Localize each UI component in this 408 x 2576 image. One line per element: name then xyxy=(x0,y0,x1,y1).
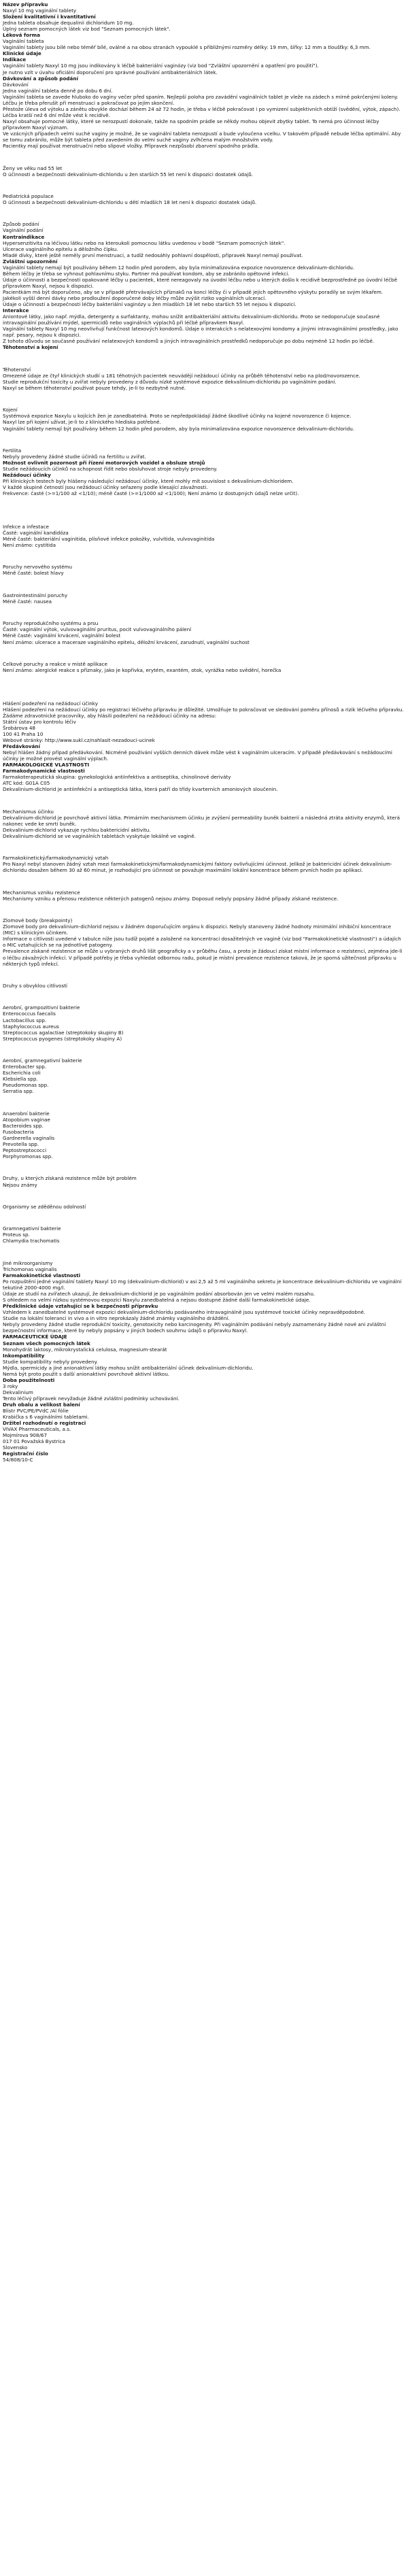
section-heading: Farmakokinetické vlastnosti xyxy=(3,1272,81,1278)
text-line: Farmakokinetický/farmakodynamický vztah xyxy=(3,855,109,862)
text-line: Není známo: ulcerace a maceraze vaginálního epitelu, děložní krvácení, zarudnutí, vaginální suchost xyxy=(3,639,250,645)
text-line: Z tohoto důvodu se současné používání nelatexových kondomů a jiných intravaginálních prostředků nedoporučuje po dobu nejméně 12 hodin po léčbě. xyxy=(3,338,375,345)
text-line: Mladé dívky, které ještě neměly první menstruaci, a tudíž nedosáhly pohlavní dospělosti, přípravek Naxyl nemají používat. xyxy=(3,252,303,258)
blank-line xyxy=(3,879,405,885)
text-line: Poruchy nervového systému xyxy=(3,564,73,571)
text-line: Druhy s obvyklou citlivostí xyxy=(3,983,68,989)
text-line: Lactobacillus spp. xyxy=(3,1017,47,1023)
text-line: Naxyl 10 mg vaginální tablety xyxy=(3,7,77,14)
text-line: Údaje ze studií na zvířatech ukazují, že dekvalinium-dichlorid je po vaginálním podání absorbován jen ve velmi malém rozsahu. xyxy=(3,1291,316,1298)
text-line: Studie kompatibility nebyly provedeny. xyxy=(3,1358,99,1365)
section-heading: Předklinické údaje vztahující se k bezpečnosti přípravku xyxy=(3,1303,158,1310)
blank-line xyxy=(3,356,405,362)
section-heading: Indikace xyxy=(3,56,27,63)
text-line: Vzhledem k zanedbatelné systémové expozici dekvalinium-dichloridu podávaného intravaginálně jsou systémové toxické účinky nepravděpodobné. xyxy=(3,1309,366,1316)
text-line: Hlášení podezření na nežádoucí účinky xyxy=(3,700,98,707)
section-heading: FARMACEUTICKÉ ÚDAJE xyxy=(3,1334,67,1340)
text-line: Chlamydia trachomatis xyxy=(3,1238,60,1244)
text-line: S ohledem na velmi nízkou systémovou expozici Naxylu zanedbatelná a nejsou dostupné žádné další farmakokinetické údaje. xyxy=(3,1297,311,1304)
blank-line xyxy=(3,1164,405,1170)
text-line: Dekvalinium-dichlorid je antiinfekční a antiseptická látka, která patří do třídy kvarterních amoniových sloučenin. xyxy=(3,786,278,793)
text-line: Jiné mikroorganismy xyxy=(3,1259,53,1266)
text-line: Údaje o účinnosti a bezpečnosti opakované léčby u pacientek, které nereagovaly na úvodní léčbu nebo u kterých došlo k recidivě bezprostředně po úvodní léčbě přípravkem Naxyl, nejsou k dispozici. xyxy=(3,276,398,289)
section-heading: Dávkování a způsob podání xyxy=(3,75,78,82)
text-line: O účinnosti a bezpečnosti dekvalinium-dichloridu u žen starších 55 let není k dispozici dostatek údajů. xyxy=(3,171,254,177)
text-line: Kojení xyxy=(3,407,18,413)
text-line: Méně časté: bakteriální vaginitida, plísňové infekce pokožky, vulvitida, vulvovaginitida xyxy=(3,535,215,542)
text-line: Naxyl se během těhotenství používat pouze tehdy, je-li to nezbytně nutné. xyxy=(3,384,186,391)
text-line: Státní ústav pro kontrolu léčiv xyxy=(3,718,76,725)
text-line: Po rozpuštění jedné vaginální tablety Naxyl 10 mg (dekvalinium-dichlorid) v asi 2,5 až 5 ml vaginálního sekretu je koncentrace dekvalinium-dichloridu ve vaginální tekutině 2000-4000 mg/l. xyxy=(3,1278,402,1291)
text-line: Vaginální tablety Naxyl 10 mg neovlivňují funkčnost latexových kondomů. Údaje o interakcích s nelatexovými kondomy a jinými intravaginálními prostředky, jako např. pesary, nejsou k dispozici. xyxy=(3,326,398,339)
text-line: Hlášení podezření na nežádoucí účinky po registraci léčivého přípravku je důležité. Umožňuje to pokračovat ve sledování poměru přínosů a rizik léčivého přípravku. Žádáme zdravotnické pracovníky, aby hlásili podezření na nežádoucí účinky na adresu: xyxy=(3,706,404,719)
text-line: Informace o citlivosti uvedené v tabulce níže jsou tudíž pojaté a založené na koncentraci dosažitelných ve vagině (viz bod "Farmakokinetické vlastnosti") a údajích o MIC vztahujících se na jednotlivé patogeny. xyxy=(3,936,401,949)
text-line: Mojmírova 908/67 xyxy=(3,1432,48,1439)
text-line: Anaerobní bakterie xyxy=(3,1110,50,1117)
text-line: Enterococcus faecalis xyxy=(3,1011,56,1017)
text-line: Je nutno vzít v úvahu oficiální doporučení pro správné používání antibakteriálních látek. xyxy=(3,69,218,75)
text-line: Dekvalinium-dichlorid je povrchově aktivní látka. Primárním mechanismem účinku je zvýšení permeability buněk bakterií a následná ztráta aktivity enzymů, která nakonec vede ke smrti buněk. xyxy=(3,814,401,827)
text-line: 54/808/10-C xyxy=(3,1457,33,1463)
text-line: Vaginální tablety nemají být používány během 12 hodin před porodem, aby byla minimalizována expozice novorozence dekvalinium-dichloridu. xyxy=(3,264,355,271)
text-line: Fusobacteria xyxy=(3,1128,34,1135)
text-line: Vaginální tableta xyxy=(3,38,44,45)
text-line: Zlomové body (breakpointy) xyxy=(3,917,73,924)
text-line: Ženy ve věku nad 55 let xyxy=(3,165,63,171)
text-line: Gramnegativní bakterie xyxy=(3,1225,61,1232)
text-line: Omezené údaje ze čtyř klinických studií u 181 těhotných pacientek neuvádějí nežádoucí účinky na průběh těhotenství nebo na plod/novorozence. xyxy=(3,372,360,379)
text-line: ATC kód: G01A C05 xyxy=(3,780,50,787)
text-line: Dávkování xyxy=(3,81,29,88)
text-line: V každé skupině četností jsou nežádoucí účinky seřazeny podle klesající závažnosti. xyxy=(3,484,208,491)
text-line: Aerobní, gramnegativní bakterie xyxy=(3,1057,82,1064)
section-heading: Předávkování xyxy=(3,743,41,749)
blank-line xyxy=(3,1249,405,1255)
section-heading: Možnost ovlivnit pozornost při řízení motorových vozidel a obsluze strojů xyxy=(3,460,205,467)
section-heading: Těhotenství a kojení xyxy=(3,344,58,351)
text-line: Přestože úleva od výtoku a zánětu obvykle dochází během 24 až 72 hodin, je třeba v léčbě pokračovat i po vymizení subjektivních obtíží (svědění, výtok, zápach). Léčba kratší než 6 dní může vést k recidivě. xyxy=(3,105,401,118)
text-line: Krabička s 6 vaginálními tabletami. xyxy=(3,1414,89,1421)
section-heading: Klinické údaje xyxy=(3,50,41,57)
text-line: Vaginální podání xyxy=(3,227,44,234)
text-line: Mechanismy vzniku a přenosu rezistence některých patogenů nejsou známy. Doposud nebyly popsány žádné případy získané rezistence. xyxy=(3,895,339,902)
text-line: Časté: vaginální výtok, vulvovaginální pruritus, pocit vulvovaginálního pálení xyxy=(3,626,192,633)
text-line: Nebyly provedeny žádné studie reprodukční toxicity, genotoxicity nebo karcinogenity. Při vaginálním podávání nebyly zaznamenány žádné nové ani zvláštní bezpečnostní informace, které by nebyly popsány v jiných bodech souhrnu údajů o přípravku Naxyl. xyxy=(3,1321,386,1334)
text-line: Enterobacter spp. xyxy=(3,1064,47,1070)
blank-line xyxy=(3,689,405,695)
blank-line xyxy=(3,844,405,850)
blank-line xyxy=(3,581,405,588)
text-line: Pacientkám má být doporučeno, aby se v případě přetrvávajících příznaků na konci léčby či v případě jejich opětovného výskytu poradily se svým lékařem. xyxy=(3,288,384,295)
section-heading: Interakce xyxy=(3,307,29,314)
text-line: Gastrointestinální poruchy xyxy=(3,592,68,598)
text-line: Údaje o účinnosti a bezpečnosti léčby bakteriální vaginózy u žen mladších 18 let nebo starších 55 let nejsou k dispozici. xyxy=(3,301,296,308)
text-line: Blistr PVC/PE/PVdC /Al fólie xyxy=(3,1408,69,1414)
section-heading: Léková forma xyxy=(3,32,40,39)
text-line: Dekvalinium-dichlorid vykazuje rychlou baktericidní aktivitu. xyxy=(3,826,151,833)
section-heading: Kontraindikace xyxy=(3,233,45,240)
blank-line xyxy=(3,210,405,216)
section-heading: Doba použitelnosti xyxy=(3,1376,55,1383)
text-line: O účinnosti a bezpečnosti dekvalinium-dichloridu u dětí mladších 18 let není k dispozici dostatek údajů. xyxy=(3,199,257,206)
text-line: Serratia spp. xyxy=(3,1088,34,1095)
text-line: Ulcerace vaginálního epitelu a děložního čípku. xyxy=(3,245,118,252)
text-line: Naxyl obsahuje pomocné látky, které se nerozpustí dokonale, takže na spodním prádle se někdy mohou objevit zbytky tablet. To nemá pro účinnost léčby přípravkem Naxyl význam. xyxy=(3,118,379,131)
text-line: Staphylococcus aureus xyxy=(3,1023,59,1030)
blank-line xyxy=(3,437,405,443)
text-line: Léčbu je třeba přerušit při menstruaci a pokračovat po jejím skončení. xyxy=(3,99,175,106)
text-line: Proteus sp. xyxy=(3,1232,30,1238)
text-line: Druhy, u kterých získaná rezistence může být problém xyxy=(3,1175,137,1182)
text-line: Pacientky mají používat menstruační nebo slipové vložky. Přípravek nezpůsobí zbarvení spodního prádla. xyxy=(3,143,260,150)
text-line: Escherichia coli xyxy=(3,1070,41,1077)
blank-line xyxy=(3,650,405,656)
text-line: Monohydrát laktosy, mikrokrystalická celulosa, magnesium-stearát xyxy=(3,1346,167,1353)
text-line: Ve vzácných případech velmi suché vaginy je možné, že se vaginální tableta nerozpustí a bude vyloučena vcelku. V takovém případě nebude léčba optimální. Aby se tomu zabránilo, může být tableta před zavedením do velmi suché vaginy zvlhčena malým množstvím vody. xyxy=(3,130,401,143)
text-line: Nebyly provedeny žádné studie účinků na fertilitu u zvířat. xyxy=(3,453,146,460)
section-heading: Druh obalu a velikost balení xyxy=(3,1401,80,1408)
blank-line xyxy=(3,972,405,978)
text-line: Nejsou známy xyxy=(3,1181,37,1188)
section-heading: FARMAKOLOGICKÉ VLASTNOSTI xyxy=(3,762,90,768)
text-line: Způsob podání xyxy=(3,221,39,228)
blank-line xyxy=(3,182,405,188)
blank-line xyxy=(3,396,405,402)
text-line: 100 41 Praha 10 xyxy=(3,730,44,737)
text-line: Infekce a infestace xyxy=(3,523,49,530)
blank-line xyxy=(3,797,405,803)
text-line: Tento léčivý přípravek nevyžaduje žádné zvláštní podmínky uchovávání. xyxy=(3,1395,180,1402)
text-line: Naxyl lze při kojení užívat, je-li to z klinického hlediska potřebné. xyxy=(3,419,161,426)
text-line: Farmakoterapeutická skupina: gynekologická antiinfektiva a antiseptika, chinolinové deriváty xyxy=(3,774,231,781)
blank-line xyxy=(3,513,405,519)
text-line: Jakékoli vyšší denní dávky nebo prodloužení doporučené doby léčby může zvýšit riziko vaginálních ulcerací. xyxy=(3,295,267,301)
text-line: Vaginální tablety nemají být používány během 12 hodin před porodem, aby byla minimalizována expozice novorozence dekvalinium-dichloridu. xyxy=(3,425,355,432)
text-line: Vaginální tablety jsou bílé nebo téměř bílé, oválné a na obou stranách vypouklé s přibližnými rozměry délky: 19 mm, šířky: 12 mm a tloušťky: 6,3 mm. xyxy=(3,44,371,51)
text-line: Frekvence: časté (>=1/100 až <1/10); méně časté (>=1/1000 až <1/100); Není známo (z dostupných údajů nelze určit). xyxy=(3,490,299,497)
text-line: Webové stránky: http://www.sukl.cz/nahlasit-nezadouci-ucinek xyxy=(3,736,155,743)
text-line: Streptococcus agalactiae (streptokoky skupiny B) xyxy=(3,1029,124,1036)
text-line: Hypersenzitivita na léčivou látku nebo na kteroukoli pomocnou látku uvedenou v bodě "Seznam pomocných látek". xyxy=(3,239,286,246)
text-line: Aerobní, grampozitivní bakterie xyxy=(3,1004,80,1011)
text-line: 017 01 Považská Bystrica xyxy=(3,1438,65,1445)
blank-line xyxy=(3,1215,405,1221)
text-line: Vaginální tableta se zavede hluboko do vaginy večer před spaním. Nejlepší poloha pro zavádění vaginálních tablet je vleže na zádech s mírně pokrčenými koleny. xyxy=(3,93,398,100)
text-line: Poruchy reprodukčního systému a prsu xyxy=(3,620,99,627)
text-line: Studie nežádoucích účinků na schopnost řídit nebo obsluhovat stroje nebyly provedeny. xyxy=(3,466,218,473)
text-line: Gardnerella vaginalis xyxy=(3,1134,55,1141)
text-line: Jedna tableta obsahuje dequalinii dichloridum 10 mg. xyxy=(3,20,134,27)
blank-line xyxy=(3,678,405,684)
text-line: Prevalence získané rezistence se může u vybraných druhů lišit geograficky a v průběhu času, a proto je žádoucí získat místní informace o rezistenci, zejména jde-li o léčbu závažných infekcí. V případě potřeby je třeba vyhledat odbornou radu, pokud je místní prevalence rezistence taková, že je sporná užitečnost přípravku u některých typů infekcí. xyxy=(3,948,403,967)
text-line: Během léčby je třeba se vyhnout pohlavnímu styku. Partner má používat kondom, aby se zabránilo opětovné infekci. xyxy=(3,270,290,277)
text-line: Méně časté: bolest hlavy xyxy=(3,570,64,577)
text-line: Zlomové body pro dekvalinium-dichlorid nejsou v žádném doporučujícím orgánu k dispozici. Nebyly stanoveny žádné hodnoty minimální inhibiční koncentrace (MIC) s klinickým účinkem. xyxy=(3,923,392,936)
text-line: Fertilita xyxy=(3,447,22,454)
text-line: Méně časté: vaginální krvácení, vaginální bolest xyxy=(3,632,121,639)
text-line: VIVAX Pharmaceuticals, a.s. xyxy=(3,1426,71,1433)
blank-line xyxy=(3,1100,405,1106)
section-heading: Nežádoucí účinky xyxy=(3,472,51,479)
text-line: Trichomonas vaginalis xyxy=(3,1266,57,1272)
text-line: Mýdla, spermicidy a jiné anionaktivní látky mohou snížit antibakteriální účinek dekvalinium-dichloridu. xyxy=(3,1364,254,1371)
text-line: Celkové poruchy a reakce v místě aplikace xyxy=(3,660,107,667)
section-heading: Složení kvalitativní i kvantitativní xyxy=(3,14,96,20)
text-line: Úplný seznam pomocných látek viz bod "Seznam pomocných látek". xyxy=(3,26,171,33)
text-line: Systémová expozice Naxylu u kojících žen je zanedbatelná. Proto se nepředpokládají žádné škodlivé účinky na kojené novorozence či kojence. xyxy=(3,413,352,420)
section-heading: Držitel rozhodnutí o registraci xyxy=(3,1420,86,1427)
blank-line xyxy=(3,154,405,160)
text-line: Nemá být proto použit s další anionaktivní povrchově aktivní látkou. xyxy=(3,1370,170,1377)
blank-line xyxy=(3,609,405,615)
text-line: Organismy se zděděnou odolností xyxy=(3,1203,86,1210)
text-line: Pro Naxyl nebyl stanoven žádný vztah mezi farmakokinetickými/farmakodynamickými faktory ovlivňujícími účinnost. Jelikož je baktericidní účinek dekvalinium-dichloridu dosažen během 30 až 60 minut, je rozhodující pro účinnost se považuje maximální lokální koncentrace během prvních hodin po aplikaci. xyxy=(3,861,392,874)
blank-line xyxy=(3,1047,405,1053)
section-heading: Farmakodynamické vlastnosti xyxy=(3,768,85,775)
section-heading: Seznam všech pomocných látek xyxy=(3,1340,90,1346)
text-line: Těhotenství xyxy=(3,366,31,373)
text-line: Mechanismus účinku xyxy=(3,808,54,815)
section-heading: Inkompatibility xyxy=(3,1352,45,1359)
text-line: Studie reprodukční toxicity u zvířat nebyly provedeny z důvodu nízké systémové expozice dekvalinium-dichloridu po vaginálním podání. xyxy=(3,378,337,385)
text-line: Není známo: alergické reakce s příznaky, jako je kopřivka, erytém, exantém, otok, vyrážka nebo svědění, horečka xyxy=(3,666,282,673)
text-line: Studie na lokální toleranci in vivo a in vitro neprokázaly žádné známky vaginálního dráždění. xyxy=(3,1315,230,1322)
text-line: Atopobium vaginae xyxy=(3,1116,50,1123)
text-line: Vaginální tablety Naxyl 10 mg jsou indikovány k léčbě bakteriální vaginózy (viz bod "Zvláštní upozornění a opatření pro použití"). xyxy=(3,63,319,69)
text-line: Aniontové látky, jako např. mýdla, detergenty a surfaktanty, mohou snížit antibakteriální aktivitu dekvalinium-dichloridu. Proto se nedoporučuje současné intravaginální používání mýdel, spermicidů nebo vaginálních výplachů při léčbě přípravkem Naxyl. xyxy=(3,313,380,326)
section-heading: Registrační číslo xyxy=(3,1451,48,1457)
section-heading: Zvláštní upozornění xyxy=(3,258,58,265)
text-line: Peptostreptococci xyxy=(3,1147,47,1154)
blank-line xyxy=(3,1193,405,1199)
text-line: Porphyromonas spp. xyxy=(3,1153,53,1160)
blank-line xyxy=(3,501,405,507)
blank-line xyxy=(3,994,405,1000)
blank-line xyxy=(3,906,405,913)
text-line: Dekvalinium xyxy=(3,1389,33,1395)
text-line: Mechanismus vzniku rezistence xyxy=(3,889,80,896)
text-line: Bacteroides spp. xyxy=(3,1122,44,1129)
text-line: Jedna vaginální tableta denně po dobu 6 dní. xyxy=(3,87,113,94)
text-line: Streptococcus pyogenes (streptokoky skupiny A) xyxy=(3,1035,122,1042)
text-line: Nebyl hlášen žádný případ předávkování. Nicméně používání vyšších denních dávek může vést k vaginálním ulceracím. V případě předávkování s nežádoucími účinky je možné provést vaginální výplach. xyxy=(3,749,392,762)
text-line: Při klinických testech byly hlášeny následující nežádoucí účinky, které mohly mít souvislost s dekvalinium-dichloridem. xyxy=(3,478,294,485)
text-line: Není známo: cystitida xyxy=(3,542,56,548)
text-line: Časté: vaginální kandidóza xyxy=(3,529,69,536)
text-line: Dekvalinium-dichlorid se ve vaginálních tabletách vyskytuje lokálně ve vagině. xyxy=(3,832,196,839)
blank-line xyxy=(3,553,405,559)
text-line: Pediatrická populace xyxy=(3,192,54,199)
text-line: Klebsiella spp. xyxy=(3,1076,38,1083)
text-line: Pseudomonas spp. xyxy=(3,1082,49,1089)
section-heading: Název přípravku xyxy=(3,1,48,7)
text-line: 3 roky xyxy=(3,1383,18,1389)
text-line: Šrobárova 48 xyxy=(3,724,36,731)
text-line: Prevotella spp. xyxy=(3,1140,39,1147)
text-line: Méně časté: nausea xyxy=(3,598,52,605)
text-line: Slovensko xyxy=(3,1444,28,1451)
